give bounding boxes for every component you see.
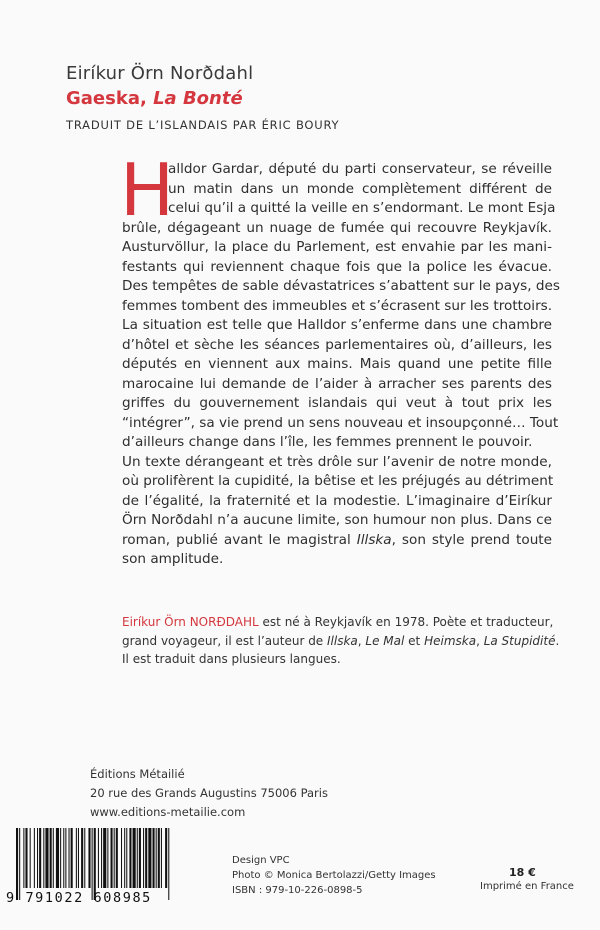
summary-text-part: roman, publié avant le magistral [122,531,357,548]
printed-in: Imprimé en France [480,881,574,892]
barcode-bar [78,828,79,888]
barcode-bar [158,828,160,888]
cover-credits [232,853,436,898]
barcode-bar [121,828,122,888]
barcode-bar [69,828,70,888]
summary-line: Austurvöllur, la place du Parlement, est envahie par les mani- [122,239,552,255]
price: 18 € [509,866,536,879]
barcode-bar [168,828,169,900]
summary-line: brûle, dégageant un nuage de fumée qui recouvre Reykjavík. [122,219,552,236]
summary-line [122,531,552,551]
bio-line [122,632,560,651]
bio-work-title: Illska [327,633,358,648]
barcode-bar [98,828,99,888]
barcode-bar [81,828,83,888]
summary-line: un matin dans un monde complètement différent de [168,180,552,197]
summary-line: femmes tombent des immeubles et s’écrasent sur les trottoirs. [122,297,553,314]
summary-text [120,148,560,570]
bio-text: et [404,633,425,648]
summary-line: La situation est telle que Halldor s’enferme dans une chambre [122,317,552,333]
bio-work-title: Heimska [424,633,477,648]
author-bio [122,613,560,669]
summary-line: de l’égalité, la fraternité et la modestie. L’imaginaire d’Eiríkur [122,492,552,509]
summary-line: d’hôtel et sèche les séances parlementaires où, d’ailleurs, les [122,336,552,353]
summary-line: festants qui reviennent chaque fois que la police les évacue. [122,258,552,275]
barcode-bar [139,828,141,888]
barcode-bar [71,828,73,888]
photo-credit: Photo © Monica Bertolazzi/Getty Images [232,870,436,881]
barcode-bar [145,828,147,888]
barcode-bar [148,828,151,888]
bio-author-name: Eiríkur Örn NORÐDAHL [122,615,259,629]
title-french: La Bonté [153,88,243,109]
title-main: Gaeska, [66,88,154,109]
summary-line: alldor Gardar, député du parti conservateur, se réveille [168,161,552,177]
barcode-bar [153,828,155,888]
barcode-bar [39,828,41,888]
bio-text: , [357,633,366,648]
summary-line: son amplitude. [122,551,224,567]
barcode-bar [156,828,157,888]
summary-line: où prolifèrent la cupidité, la bêtise et les préjugés au détriment [122,473,554,489]
barcode-digits: 9 791022 608985 [6,890,152,906]
barcode-bar [60,828,61,888]
summary-line: d’ailleurs change dans l’île, les femmes prennent le pouvoir. [122,434,533,450]
publisher-name: Éditions Métailié [90,767,185,781]
barcode-bar [103,828,106,888]
barcode-bar [63,828,64,888]
barcode-bar [116,828,118,888]
barcode-bar [25,828,27,888]
summary-line: celui qu’il a quitté la veille en s’endormant. Le mont Esja [168,200,556,216]
summary-line: Un texte dérangeant et très drôle sur l’avenir de notre monde, [122,453,552,470]
barcode-bar [165,828,167,888]
barcode-bar [65,828,66,888]
barcode-bar [114,828,115,888]
barcode-bar [111,828,113,888]
bio-work-title: Le Mal [365,633,405,648]
barcode-bar [137,828,138,888]
summary-line: Örn Norðdahl n’a aucune limite, son humour non plus. Dans ce [122,512,552,528]
isbn: ISBN : 979-10-226-0898-5 [232,885,363,896]
summary-line: “intégrer”, sa vie prend un sens nouveau et insoupçonné… Tout [122,414,559,431]
barcode-bar [129,828,131,888]
barcode-bar [143,828,144,888]
summary-line: marocaine lui demande de l’aider à arracher ses parents des [122,375,552,392]
bio-text: , [476,633,484,648]
barcode-bar [45,828,48,888]
summary-italic-title: Illska [356,531,392,548]
publisher-info [90,765,328,822]
barcode-bar [101,828,102,888]
barcode-bar [23,828,24,888]
bio-text: . [555,633,560,648]
barcode-bar [37,828,38,888]
author-name: Eiríkur Örn Norðdahl [66,63,254,84]
barcode-bar [84,828,85,888]
barcode-bar [56,828,59,888]
publisher-address: 20 rue des Grands Augustins 75006 Paris [90,786,328,800]
barcode-bar [126,828,127,888]
barcode-bar [50,828,52,888]
bio-text: grand voyageur, il est l’auteur de [122,633,328,648]
barcode-bar [53,828,54,888]
bio-line [122,613,552,632]
barcode-bar [30,828,31,888]
book-title [66,88,243,109]
translator-credit: TRADUIT DE L’ISLANDAIS PAR ÉRIC BOURY [66,118,340,132]
barcode-bar [34,828,35,888]
summary-text-part: , son style prend toute [391,531,552,548]
barcode-bar [124,828,125,888]
bio-work-title: La Stupidité [483,633,556,648]
barcode-bar [88,828,90,888]
barcode-bar [43,828,44,888]
barcode-bar [133,828,136,888]
barcode-bar [76,828,77,888]
summary-line: Des tempêtes de sable dévastatrices s’abattent sur le pays, des [122,278,560,294]
bio-line: Il est traduit dans plusieurs langues. [122,652,341,666]
barcode-bar [107,828,108,888]
summary-line: députés en viennent aux mains. Mais quand une petite fille [122,356,552,372]
publisher-website: www.editions-metailie.com [90,805,246,819]
summary-line: griffes du gouvernement islandais qui veut à tout prix les [122,395,552,411]
design-credit: Design VPC [232,855,290,866]
barcode-bar [161,828,162,888]
bio-text: est né à Reykjavík en 1978. Poète et traducteur, [258,615,554,629]
drop-cap: H [120,148,175,232]
